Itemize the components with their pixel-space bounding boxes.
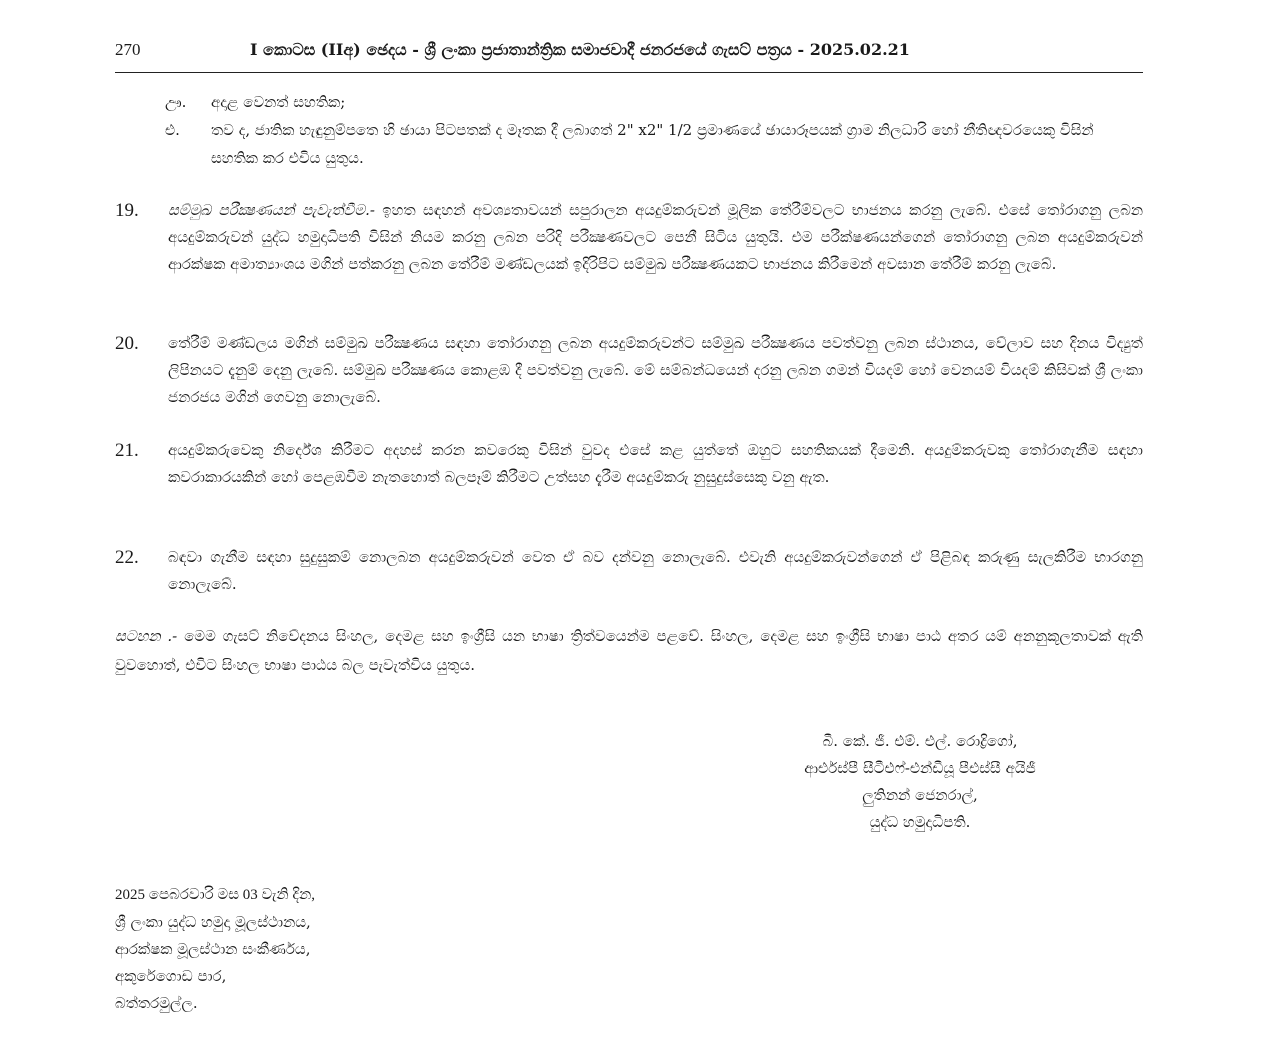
issue-date: 2025 පෙබරවාරි මස 03 වැනි දින, [115,887,315,903]
paragraph-text: අයදුම්කරුවෙකු නිර්දේශ කිරීමට අදහස් කරන කවරෙකු විසින් වුවද එසේ කළ යුත්තේ ඔහුට සහතිකයක් දීමෙනි. අයදුම්කරුවකු තෝරාගැනීම සඳහා කවරාකාරයකින් හෝ පෙළඹවීම නැතහොත් බලපෑම් කිරීමට උත්සහ දැරීම අයදුම්කරු නුසුදුස්සෙකු වනු ඇත. [168,441,1143,486]
paragraph-body [168,437,1143,491]
note-heading: සටහන .- [115,627,178,645]
signatory-name: බී. කේ. ජී. එම්. එල්. රොද්‍රිගෝ, [822,732,1018,750]
address-block [115,882,615,1017]
signature-block [770,728,1070,836]
paragraph-19 [115,197,1143,278]
address-line: ආරක්ෂක මූලස්ථාන සංකීර්ණය, [115,940,311,958]
paragraph-22 [115,544,1143,598]
signatory-rank: ලුතිනන් ජෙනරාල්, [862,786,978,804]
paragraph-number: 22. [115,547,139,568]
sub-item-text: අදාළ වෙනත් සහතික; [211,93,346,111]
address-line: බත්තරමුල්ල. [115,994,198,1012]
sub-item-marker: එ. [165,121,180,139]
sub-item-marker: ඌ. [165,93,187,111]
paragraph-number: 21. [115,440,139,461]
paragraph-text: තේරීම් මණ්ඩලය මගින් සම්මුඛ පරීක්‍ෂණය සඳහා තෝරාගනු ලබන අයදුම්කරුවන්ට සම්මුඛ පරීක්‍ෂණය පවත්වනු ලබන ස්ථානය, වේලාව සහ දිනය විද්‍යුත් ලිපිනයට දැනුම් දෙනු ලැබේ. සම්මුඛ පරීක්‍ෂණය කොළඹ දී පවත්වනු ලැබේ. මේ සම්බන්ධයෙන් දරනු ලබන ගමන් වියදම් හෝ වෙනයම් වියදම් කිසිවක් ශ්‍රී ලංකා ජනරජය මගින් ගෙවනු නොලැබේ. [168,334,1143,406]
address-line: ශ්‍රී ලංකා යුද්ධ හමුදා මූලස්ථානය, [115,913,311,931]
signatory-post-nominals: ආර්එස්පී සීටීඑෆ්-එන්ඩීයූ පීඑස්සී අයිජී [804,759,1036,777]
note-text: මෙම ගැසට් නිවේදනය සිංහල, දෙමළ සහ ඉංග්‍රීසි යන භාෂා ත්‍රිත්වයෙන්ම පළවේ. සිංහල, දෙමළ සහ ඉංග්‍රීසි භාෂා පාඨ අතර යම් අනනුකූලතාවක් ඇති වුවහොත්, එවිට සිංහල භාෂා පාඨය බල පැවැත්විය යුතුය. [115,627,1143,674]
note [115,622,1143,680]
page-number: 270 [115,40,141,59]
address-line: අකුරේගොඩ පාර, [115,967,227,985]
paragraph-20 [115,330,1143,411]
sub-item [165,116,1143,172]
sub-item-text: තව ද, ජාතික හැඳුනුම්පතෙ හි ඡායා පිටපතක් ද මෑතක දී ලබාගත් 2" x2" 1/2 ප්‍රමාණයේ ඡායාරූපයක් ග්‍රාම නිලධාරි හෝ නීතිඥවරයෙකු විසින් සහතික කර එවිය යුතුය. [211,121,1094,167]
paragraph-body [168,330,1143,411]
signatory-title: යුද්ධ හමුදාධිපති. [869,813,971,831]
sub-item [165,88,1143,116]
paragraph-body [168,197,1143,278]
running-title: I කොටස (IIඅ) ඡෙදය - ශ්‍රී ලංකා ප්‍රජාතාන්ත්‍රික සමාජවාදී ජනරජයේ ගැසට් පත්‍රය - 2025.02.21 [250,40,910,59]
paragraph-number: 19. [115,200,139,221]
paragraph-text: ඉහත සඳහන් අවශ්‍යතාවයන් සපුරාලන අයදුම්කරුවන් මූලික තේරීම්වලට භාජනය කරනු ලැබේ. එසේ තෝරාගනු ලබන අයදුම්කරුවන් යුද්ධ හමුදාධිපති විසින් නියම කරනු ලබන පරිදි පරීක්‍ෂණවලට පෙනී සිටිය යුතුයි. එම පරීක්ෂණයන්ගෙන් තෝරාගනු ලබන අයදුම්කරුවන් ආරක්ෂක අමාත්‍යාංශය මගින් පත්කරනු ලබන තේරීම් මණ්ඩලයක් ඉදිරිපිට සම්මුඛ පරීක්‍ෂණයකට භාජනය කිරීමෙන් අවසාන තේරීම් කරනු ලැබේ. [168,201,1144,273]
paragraph-heading: සම්මුඛ පරීක්‍ෂණයන් පැවැත්වීම.- [168,201,375,219]
paragraph-text: බඳවා ගැනීම සඳහා සුදුසුකම් නොලබන අයදුම්කරුවන් වෙත ඒ බව දන්වනු නොලැබේ. එවැනි අයදුම්කරුවන්ගෙන් ඒ පිළිබඳ කරුණු සැලකිරීම භාරගනු නොලැබේ. [168,548,1143,593]
paragraph-number: 20. [115,333,139,354]
paragraph-21 [115,437,1143,491]
page-header [115,40,1143,73]
gazette-page [115,0,1143,1044]
paragraph-body [168,544,1143,598]
